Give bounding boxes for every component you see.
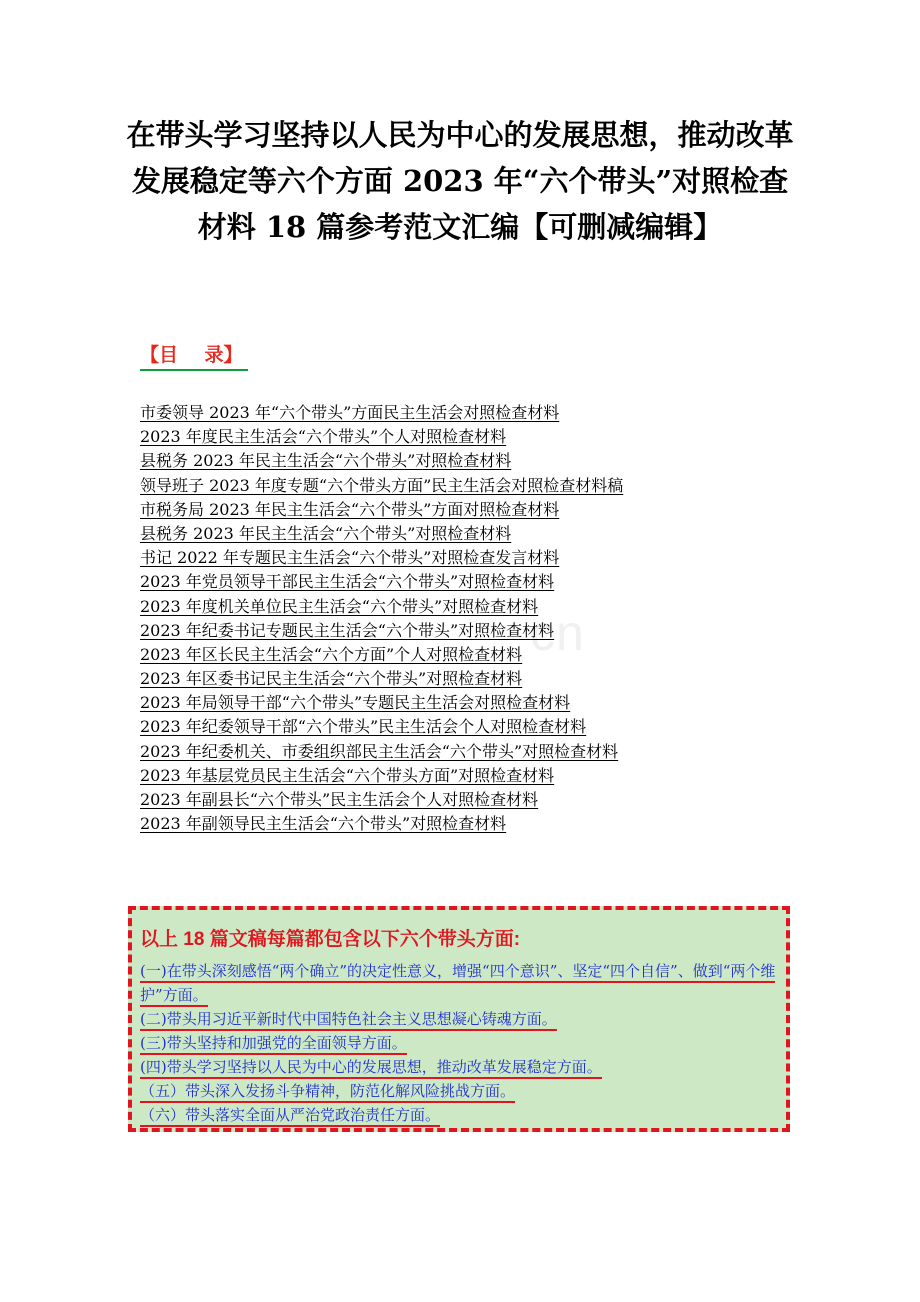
title-line-3: 材料 18 篇参考范文汇编【可删减编辑】 [197,210,723,244]
title-line-2: 发展稳定等六个方面 2023 年“六个带头”对照检查 [131,164,789,198]
toc-link-17[interactable]: 2023 年副县长“六个带头”民主生活会个人对照检查材料 [140,790,539,809]
toc-link-5[interactable]: 市税务局 2023 年民主生活会“六个带头”方面对照检查材料 [140,499,560,519]
toc-heading: 【目 录】 [140,340,248,371]
toc-item [140,741,623,765]
toc-link-15[interactable]: 2023 年纪委机关、市委组织部民主生活会“六个带头”对照检查材料 [140,741,619,761]
toc-list [140,402,623,837]
summary-item-text: （六）带头落实全面从严治党政治责任方面。 [140,1106,440,1127]
summary-item-text: （五）带头深入发扬斗争精神，防范化解风险挑战方面。 [140,1082,515,1103]
toc-link-14[interactable]: 2023 年纪委领导干部“六个带头”民主生活会个人对照检查材料 [140,717,587,737]
toc-item [140,620,623,644]
summary-item-text: (三)带头坚持和加强党的全面领导方面。 [140,1034,407,1055]
toc-item [140,426,623,450]
summary-item-5 [140,1079,782,1103]
toc-link-7[interactable]: 书记 2022 年专题民主生活会“六个带头”对照检查发言材料 [140,548,560,568]
toc-link-13[interactable]: 2023 年局领导干部“六个带头”专题民主生活会对照检查材料 [140,693,571,713]
toc-link-9[interactable]: 2023 年度机关单位民主生活会“六个带头”对照检查材料 [140,596,539,616]
summary-box-content [140,924,782,1127]
document-title [120,112,800,250]
summary-item-text: (一)在带头深刻感悟“两个确立”的决定性意义，增强“四个意识”、坚定“四个自信”、做到“两个维护”方面。 [140,962,775,1007]
toc-link-1[interactable]: 市委领导 2023 年“六个带头”方面民主生活会对照检查材料 [140,403,560,422]
toc-item [140,716,623,740]
toc-item [140,523,623,547]
toc-link-16[interactable]: 2023 年基层党员民主生活会“六个带头方面”对照检查材料 [140,765,555,785]
toc-link-3[interactable]: 县税务 2023 年民主生活会“六个带头”对照检查材料 [140,451,512,471]
toc-link-4[interactable]: 领导班子 2023 年度专题“六个带头方面”民主生活会对照检查材料稿 [140,475,624,495]
toc-item [140,402,623,426]
toc-item [140,668,623,692]
toc-item [140,692,623,716]
summary-item-1 [140,959,782,1007]
summary-item-6 [140,1103,782,1127]
toc-link-2[interactable]: 2023 年度民主生活会“六个带头”个人对照检查材料 [140,427,507,447]
toc-link-12[interactable]: 2023 年区委书记民主生活会“六个带头”对照检查材料 [140,669,523,689]
summary-item-3 [140,1031,782,1055]
toc-item [140,765,623,789]
summary-item-2 [140,1007,782,1031]
toc-item [140,644,623,668]
summary-item-text: (四)带头学习坚持以人民为中心的发展思想，推动改革发展稳定方面。 [140,1058,602,1079]
watermark: cn [530,605,585,661]
summary-item-text: (二)带头用习近平新时代中国特色社会主义思想凝心铸魂方面。 [140,1010,557,1031]
toc-item [140,475,623,499]
toc-link-6[interactable]: 县税务 2023 年民主生活会“六个带头”对照检查材料 [140,523,512,543]
toc-link-18[interactable]: 2023 年副领导民主生活会“六个带头”对照检查材料 [140,814,507,834]
summary-item-4 [140,1055,782,1079]
title-line-1: 在带头学习坚持以人民为中心的发展思想，推动改革 [126,118,794,152]
toc-link-8[interactable]: 2023 年党员领导干部民主生活会“六个带头”对照检查材料 [140,572,555,592]
toc-item [140,813,623,837]
toc-item [140,596,623,620]
toc-item [140,547,623,571]
toc-link-10[interactable]: 2023 年纪委书记专题民主生活会“六个带头”对照检查材料 [140,620,555,640]
toc-item [140,450,623,474]
toc-item [140,499,623,523]
toc-link-11[interactable]: 2023 年区长民主生活会“六个方面”个人对照检查材料 [140,644,523,664]
toc-item [140,789,623,813]
toc-item [140,571,623,595]
summary-box [128,906,790,1132]
summary-heading: 以上 18 篇文稿每篇都包含以下六个带头方面: [140,929,521,950]
